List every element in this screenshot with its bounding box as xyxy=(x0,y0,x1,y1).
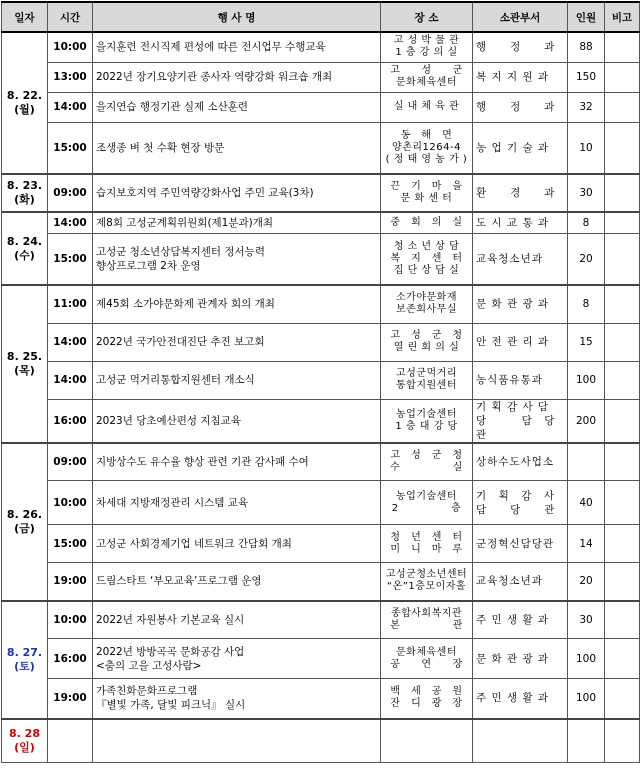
place-cell: 소가야문화재 보존회사무실 xyxy=(381,285,473,323)
schedule-table xyxy=(1,1,640,763)
event-cell: 2022년 장기요양기관 종사자 역량강화 워크숍 개최 xyxy=(93,62,381,92)
time-cell: 11:00 xyxy=(48,285,93,323)
time-cell: 13:00 xyxy=(48,62,93,92)
note-cell xyxy=(605,62,640,92)
dept-cell: 교육청소년과 xyxy=(473,563,568,601)
dept-cell: 행 정 과 xyxy=(473,92,568,122)
header-note: 비고 xyxy=(605,2,640,32)
place-cell: 실 내 체 육 관 xyxy=(381,92,473,122)
place-cell: 고 성 군 청 열 린 회 의 실 xyxy=(381,323,473,361)
time-cell: 19:00 xyxy=(48,679,93,719)
header-time: 시간 xyxy=(48,2,93,32)
time-cell: 16:00 xyxy=(48,399,93,443)
dept-cell: 환 경 과 xyxy=(473,174,568,212)
dept-cell: 안 전 관 리 과 xyxy=(473,323,568,361)
place-cell: 청 년 센 터 미 니 마 루 xyxy=(381,525,473,563)
event-cell: 고성군 청소년상담복지센터 정서능력 향상프로그램 2차 운영 xyxy=(93,233,381,285)
event-cell: 습지보호지역 주민역량강화사업 주민 교육(3차) xyxy=(93,174,381,212)
time-cell: 09:00 xyxy=(48,174,93,212)
date-cell: 8. 22. (월) xyxy=(2,32,48,174)
header-row xyxy=(2,2,640,32)
table-row xyxy=(2,323,640,361)
place-cell: 중 회 의 실 xyxy=(381,212,473,233)
note-cell xyxy=(605,323,640,361)
place-cell: 끈 기 마 을 문 화 센 터 xyxy=(381,174,473,212)
table-row xyxy=(2,174,640,212)
time-cell: 15:00 xyxy=(48,525,93,563)
date-cell: 8. 23. (화) xyxy=(2,174,48,212)
table-row xyxy=(2,563,640,601)
table-row xyxy=(2,481,640,525)
event-cell: 제45회 소가야문화제 관계자 회의 개최 xyxy=(93,285,381,323)
time-cell xyxy=(48,719,93,763)
header-date: 일자 xyxy=(2,2,48,32)
place-cell: 백 세 공 원 잔 디 광 장 xyxy=(381,679,473,719)
time-cell: 15:00 xyxy=(48,233,93,285)
dept-cell: 행 정 과 xyxy=(473,32,568,62)
time-cell: 14:00 xyxy=(48,92,93,122)
event-cell: 을지연습 행정기관 실제 소산훈련 xyxy=(93,92,381,122)
count-cell: 8 xyxy=(568,285,605,323)
dept-cell xyxy=(473,719,568,763)
dept-cell: 기 획 감 사 담 당 관 xyxy=(473,481,568,525)
dept-cell: 군정혁신담당관 xyxy=(473,525,568,563)
dept-cell: 복 지 지 원 과 xyxy=(473,62,568,92)
count-cell: 14 xyxy=(568,525,605,563)
note-cell xyxy=(605,122,640,174)
table-row xyxy=(2,62,640,92)
count-cell: 40 xyxy=(568,481,605,525)
dept-cell: 도 시 교 통 과 xyxy=(473,212,568,233)
count-cell: 100 xyxy=(568,639,605,679)
count-cell: 100 xyxy=(568,679,605,719)
event-cell: 드림스타트 ‘부모교육’프로그램 운영 xyxy=(93,563,381,601)
time-cell: 14:00 xyxy=(48,361,93,399)
count-cell: 30 xyxy=(568,601,605,639)
count-cell: 150 xyxy=(568,62,605,92)
time-cell: 14:00 xyxy=(48,212,93,233)
place-cell: 고성군먹거리 통합지원센터 xyxy=(381,361,473,399)
event-cell xyxy=(93,719,381,763)
place-cell: 청 소 년 상 담 복 지 센 터 집 단 상 담 실 xyxy=(381,233,473,285)
note-cell xyxy=(605,174,640,212)
table-row xyxy=(2,719,640,763)
event-cell: 을지훈련 전시직제 편성에 따른 전시업무 수행교육 xyxy=(93,32,381,62)
table-row xyxy=(2,525,640,563)
place-cell xyxy=(381,719,473,763)
count-cell: 15 xyxy=(568,323,605,361)
table-row xyxy=(2,122,640,174)
note-cell xyxy=(605,679,640,719)
date-cell: 8. 24. (수) xyxy=(2,212,48,285)
count-cell: 32 xyxy=(568,92,605,122)
event-cell: 2022년 방방곡곡 문화공감 사업 <춤의 고을 고성사람> xyxy=(93,639,381,679)
dept-cell: 주 민 생 활 과 xyxy=(473,601,568,639)
place-cell: 농업기술센터 1 층 대 강 당 xyxy=(381,399,473,443)
dept-cell: 교육청소년과 xyxy=(473,233,568,285)
date-cell: 8. 28 (일) xyxy=(2,719,48,763)
place-cell: 고 성 군 청 수 실 xyxy=(381,443,473,481)
date-cell: 8. 27. (토) xyxy=(2,601,48,719)
place-cell: 농업기술센터 2 층 xyxy=(381,481,473,525)
time-cell: 14:00 xyxy=(48,323,93,361)
count-cell: 20 xyxy=(568,563,605,601)
time-cell: 10:00 xyxy=(48,32,93,62)
event-cell: 차세대 지방재정관리 시스템 교육 xyxy=(93,481,381,525)
date-cell: 8. 26. (금) xyxy=(2,443,48,601)
note-cell xyxy=(605,92,640,122)
header-dept: 소관부서 xyxy=(473,2,568,32)
event-cell: 고성군 먹거리통합지원센터 개소식 xyxy=(93,361,381,399)
note-cell xyxy=(605,719,640,763)
count-cell xyxy=(568,443,605,481)
event-cell: 조생종 벼 첫 수확 현장 방문 xyxy=(93,122,381,174)
header-count: 인원 xyxy=(568,2,605,32)
table-row xyxy=(2,399,640,443)
header-event: 행 사 명 xyxy=(93,2,381,32)
event-cell: 제8회 고성군계획위원회(제1분과)개최 xyxy=(93,212,381,233)
time-cell: 16:00 xyxy=(48,639,93,679)
dept-cell: 문 화 관 광 과 xyxy=(473,639,568,679)
schedule-body xyxy=(2,32,640,763)
count-cell: 88 xyxy=(568,32,605,62)
place-cell: 문화체육센터 공 연 장 xyxy=(381,639,473,679)
table-row xyxy=(2,679,640,719)
note-cell xyxy=(605,639,640,679)
count-cell xyxy=(568,719,605,763)
table-row xyxy=(2,233,640,285)
dept-cell: 기 획 감 사 담 당 담 당 관 xyxy=(473,399,568,443)
dept-cell: 주 민 생 활 과 xyxy=(473,679,568,719)
table-row xyxy=(2,639,640,679)
note-cell xyxy=(605,601,640,639)
table-row xyxy=(2,361,640,399)
place-cell: 고성군청소년센터 “온”1층모이자홀 xyxy=(381,563,473,601)
count-cell: 20 xyxy=(568,233,605,285)
dept-cell: 농 업 기 술 과 xyxy=(473,122,568,174)
table-row xyxy=(2,32,640,62)
note-cell xyxy=(605,563,640,601)
dept-cell: 농식품유통과 xyxy=(473,361,568,399)
note-cell xyxy=(605,481,640,525)
time-cell: 19:00 xyxy=(48,563,93,601)
event-cell: 2023년 당초예산편성 지침교육 xyxy=(93,399,381,443)
table-row xyxy=(2,601,640,639)
count-cell: 200 xyxy=(568,399,605,443)
note-cell xyxy=(605,399,640,443)
table-row xyxy=(2,212,640,233)
event-cell: 2022년 자원봉사 기본교육 실시 xyxy=(93,601,381,639)
count-cell: 8 xyxy=(568,212,605,233)
event-cell: 가족친화문화프로그램 『별빛 가족, 달빛 피크닉』 실시 xyxy=(93,679,381,719)
dept-cell: 상하수도사업소 xyxy=(473,443,568,481)
note-cell xyxy=(605,361,640,399)
header-place: 장 소 xyxy=(381,2,473,32)
note-cell xyxy=(605,212,640,233)
time-cell: 15:00 xyxy=(48,122,93,174)
table-row xyxy=(2,443,640,481)
date-cell: 8. 25. (목) xyxy=(2,285,48,443)
place-cell: 고 성 박 물 관 1 층 강 의 실 xyxy=(381,32,473,62)
table-row xyxy=(2,285,640,323)
note-cell xyxy=(605,233,640,285)
place-cell: 종합사회복지관 본 관 xyxy=(381,601,473,639)
time-cell: 10:00 xyxy=(48,481,93,525)
note-cell xyxy=(605,32,640,62)
dept-cell: 문 화 관 광 과 xyxy=(473,285,568,323)
time-cell: 09:00 xyxy=(48,443,93,481)
place-cell: 동 해 면 양촌리1264-4 ( 정 태 영 농 가 ) xyxy=(381,122,473,174)
count-cell: 100 xyxy=(568,361,605,399)
note-cell xyxy=(605,443,640,481)
count-cell: 30 xyxy=(568,174,605,212)
time-cell: 10:00 xyxy=(48,601,93,639)
place-cell: 고 성 군 문화체육센터 xyxy=(381,62,473,92)
count-cell: 10 xyxy=(568,122,605,174)
note-cell xyxy=(605,285,640,323)
event-cell: 고성군 사회경제기업 네트워크 간담회 개최 xyxy=(93,525,381,563)
event-cell: 지방상수도 유수율 향상 관련 기관 감사패 수여 xyxy=(93,443,381,481)
table-row xyxy=(2,92,640,122)
note-cell xyxy=(605,525,640,563)
event-cell: 2022년 국가안전대진단 추진 보고회 xyxy=(93,323,381,361)
